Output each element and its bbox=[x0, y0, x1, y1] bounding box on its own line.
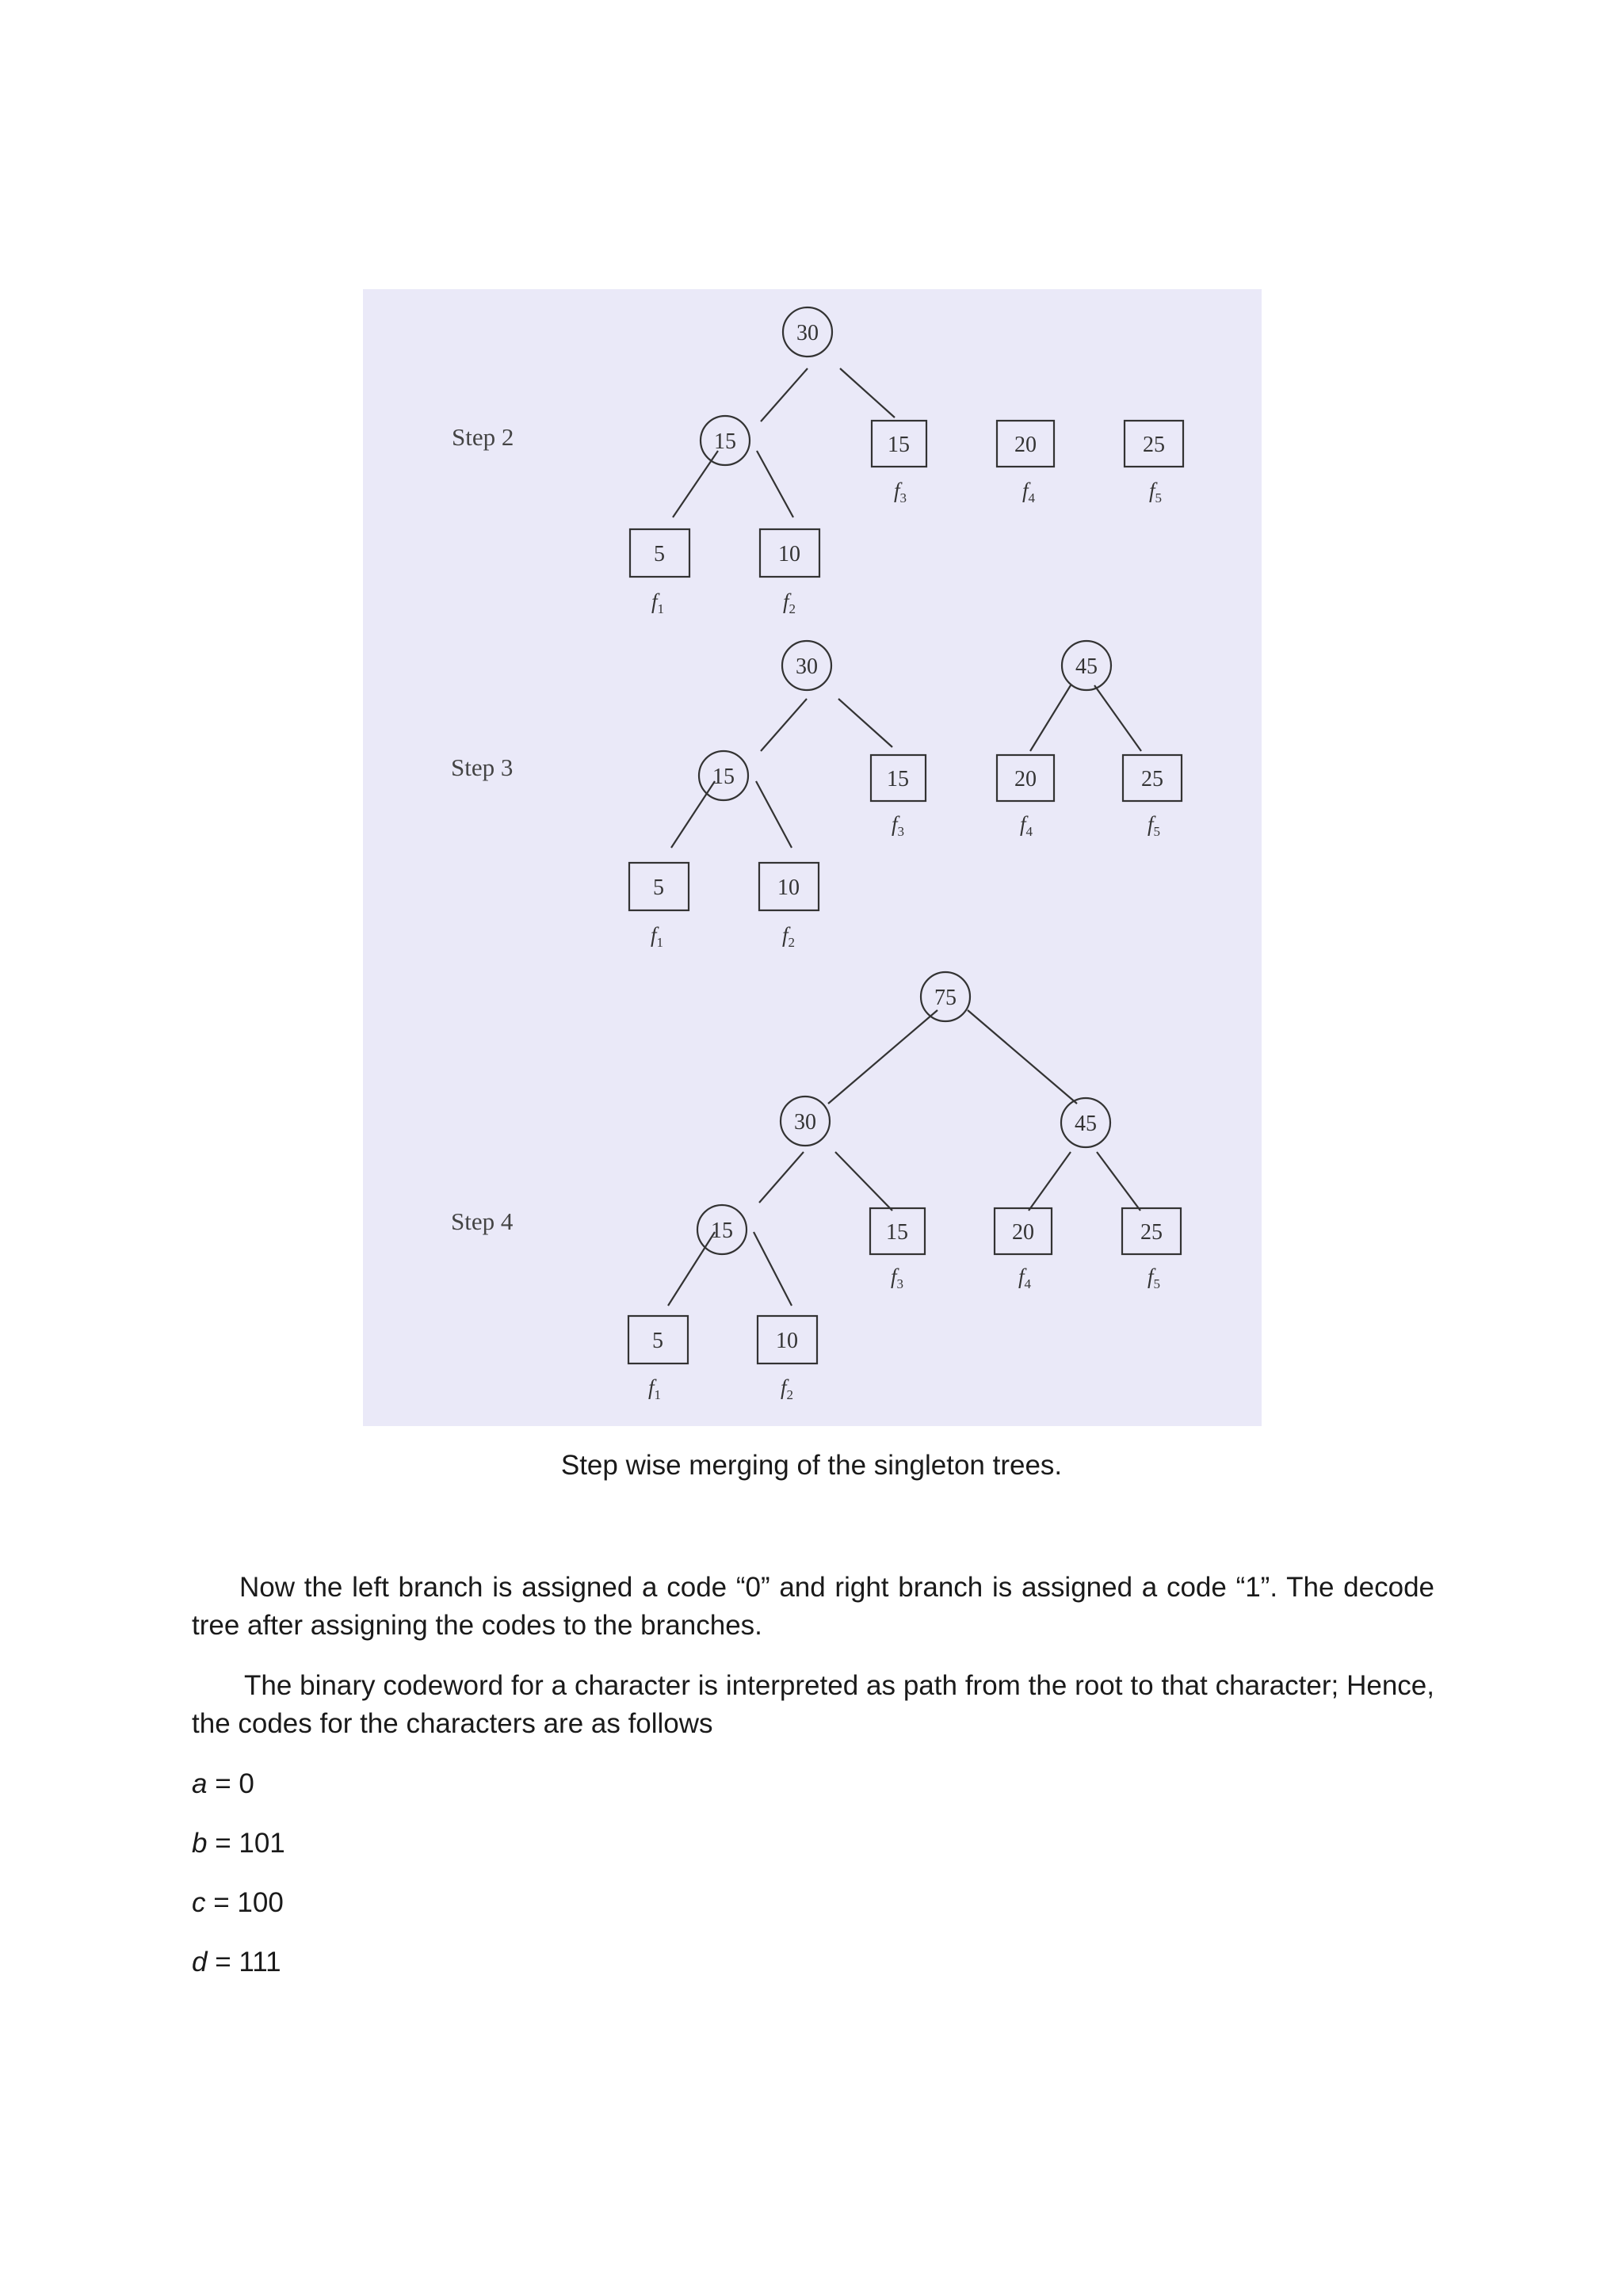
leaf-node bbox=[630, 529, 689, 616]
edge bbox=[1097, 1152, 1140, 1211]
svg-text:30: 30 bbox=[794, 1110, 816, 1135]
code-value: = 0 bbox=[215, 1768, 254, 1799]
edge bbox=[668, 1232, 715, 1306]
tree-diagram bbox=[363, 289, 1262, 1426]
edge bbox=[757, 451, 793, 517]
code-value: = 100 bbox=[213, 1887, 284, 1918]
internal-node bbox=[697, 1205, 747, 1254]
internal-node bbox=[1062, 641, 1111, 690]
svg-text:20: 20 bbox=[1014, 767, 1037, 791]
code-value: = 111 bbox=[215, 1947, 281, 1978]
frequency-label: $f_4$ bbox=[1020, 812, 1033, 839]
step-label: Step 4 bbox=[451, 1207, 514, 1235]
frequency-label: $f_1$ bbox=[651, 923, 664, 950]
edge bbox=[968, 1010, 1077, 1104]
svg-text:15: 15 bbox=[887, 767, 909, 791]
body-paragraph: The binary codeword for a character is interpreted as path from the root to that character; Hence, the codes for the characters are as follows bbox=[192, 1670, 1434, 1739]
code-char: b bbox=[192, 1828, 208, 1859]
leaf-node bbox=[629, 863, 689, 950]
svg-text:15: 15 bbox=[712, 765, 735, 789]
svg-text:10: 10 bbox=[778, 542, 800, 566]
leaf-node bbox=[997, 421, 1054, 505]
code-entry bbox=[192, 1768, 254, 1800]
svg-text:5: 5 bbox=[653, 875, 664, 900]
svg-text:20: 20 bbox=[1012, 1220, 1034, 1245]
internal-node bbox=[699, 751, 748, 800]
frequency-label: $f_1$ bbox=[648, 1375, 662, 1402]
svg-text:25: 25 bbox=[1140, 1220, 1163, 1245]
svg-text:10: 10 bbox=[776, 1329, 798, 1353]
leaf-node bbox=[1123, 755, 1182, 839]
edge bbox=[838, 699, 892, 747]
code-entry bbox=[192, 1828, 285, 1859]
svg-text:30: 30 bbox=[796, 654, 818, 679]
svg-text:15: 15 bbox=[714, 429, 736, 454]
edge bbox=[671, 781, 715, 848]
frequency-label: $f_2$ bbox=[783, 589, 796, 616]
edge bbox=[759, 1152, 804, 1203]
edge bbox=[835, 1152, 892, 1211]
edge bbox=[761, 368, 808, 421]
leaf-node bbox=[997, 755, 1054, 839]
internal-node bbox=[921, 972, 970, 1021]
edge bbox=[756, 781, 792, 848]
svg-text:15: 15 bbox=[886, 1220, 908, 1245]
internal-node bbox=[701, 416, 750, 465]
edge bbox=[840, 368, 895, 418]
svg-text:5: 5 bbox=[652, 1329, 663, 1353]
internal-node bbox=[1061, 1098, 1110, 1147]
leaf-node bbox=[1125, 421, 1183, 505]
frequency-label: $f_4$ bbox=[1022, 479, 1036, 505]
frequency-label: $f_1$ bbox=[651, 589, 665, 616]
svg-text:15: 15 bbox=[888, 433, 910, 457]
svg-text:45: 45 bbox=[1075, 654, 1098, 679]
edge bbox=[828, 1010, 938, 1104]
leaf-node bbox=[995, 1208, 1052, 1291]
svg-text:5: 5 bbox=[654, 542, 665, 566]
frequency-label: $f_2$ bbox=[781, 1375, 794, 1402]
svg-text:10: 10 bbox=[777, 875, 800, 900]
frequency-label: $f_3$ bbox=[894, 479, 907, 505]
leaf-node bbox=[628, 1316, 688, 1402]
edge bbox=[754, 1232, 792, 1306]
leaf-node bbox=[1122, 1208, 1181, 1291]
leaf-node bbox=[872, 421, 926, 505]
frequency-label: $f_5$ bbox=[1148, 1264, 1161, 1291]
code-entry bbox=[192, 1947, 281, 1978]
body-paragraph: Now the left branch is assigned a code “0” and right branch is assigned a code “1”. The decode tree after assigning the codes to the branches. bbox=[192, 1572, 1434, 1641]
edge bbox=[1029, 1152, 1071, 1211]
leaf-node bbox=[760, 529, 819, 616]
step-label: Step 3 bbox=[451, 753, 514, 781]
code-char: a bbox=[192, 1768, 208, 1799]
leaf-node bbox=[758, 1316, 817, 1402]
svg-text:15: 15 bbox=[711, 1219, 733, 1243]
frequency-label: $f_5$ bbox=[1149, 479, 1163, 505]
frequency-label: $f_3$ bbox=[892, 812, 905, 839]
edge bbox=[761, 699, 807, 751]
internal-node bbox=[781, 1097, 830, 1146]
internal-node bbox=[782, 641, 831, 690]
leaf-node bbox=[871, 755, 926, 839]
frequency-label: $f_5$ bbox=[1148, 812, 1161, 839]
code-char: c bbox=[192, 1887, 206, 1918]
edge bbox=[1094, 685, 1141, 751]
leaf-node bbox=[759, 863, 819, 950]
svg-text:25: 25 bbox=[1141, 767, 1163, 791]
frequency-label: $f_3$ bbox=[891, 1264, 904, 1291]
frequency-label: $f_4$ bbox=[1018, 1264, 1032, 1291]
figure-caption: Step wise merging of the singleton trees. bbox=[560, 1450, 1063, 1481]
edge bbox=[1030, 685, 1071, 751]
leaf-node bbox=[870, 1208, 925, 1291]
svg-text:20: 20 bbox=[1014, 433, 1037, 457]
svg-text:75: 75 bbox=[934, 986, 957, 1010]
code-value: = 101 bbox=[215, 1828, 285, 1859]
huffman-tree-figure bbox=[363, 289, 1262, 1426]
code-char: d bbox=[192, 1947, 208, 1978]
internal-node bbox=[783, 307, 832, 357]
svg-text:45: 45 bbox=[1075, 1112, 1097, 1136]
frequency-label: $f_2$ bbox=[782, 923, 796, 950]
step-label: Step 2 bbox=[452, 423, 514, 451]
svg-text:30: 30 bbox=[796, 321, 819, 345]
code-entry bbox=[192, 1887, 284, 1919]
svg-text:25: 25 bbox=[1143, 433, 1165, 457]
